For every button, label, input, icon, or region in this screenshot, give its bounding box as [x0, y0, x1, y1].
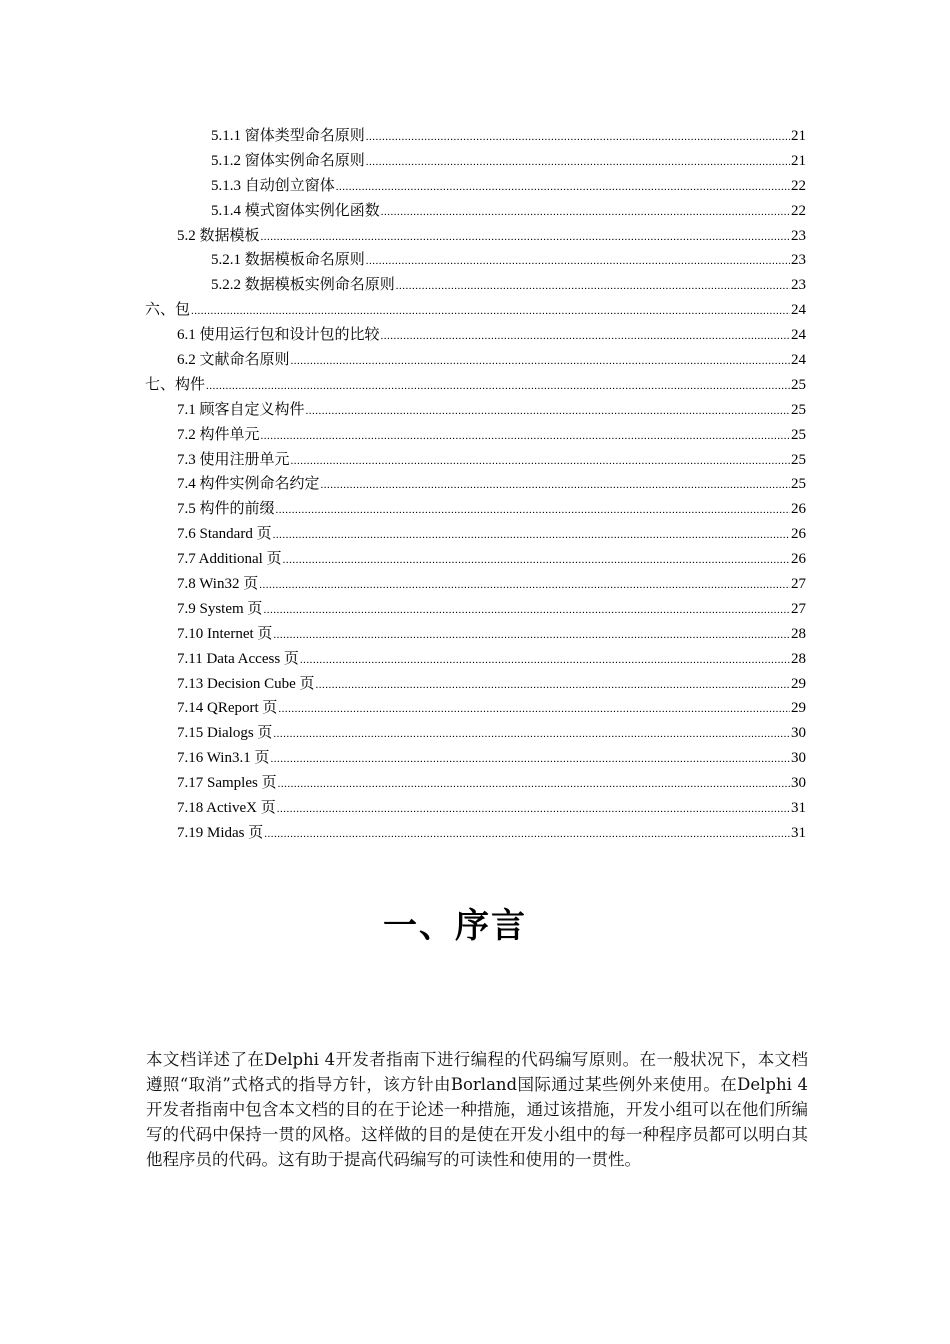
toc-dot-leader: [273, 623, 790, 648]
toc-entry-page-number: 25: [791, 376, 806, 393]
toc-entry-page-number: 25: [791, 476, 806, 493]
toc-entry-page-number: 22: [791, 202, 806, 219]
toc-entry-title: 7.9 System 页: [177, 600, 263, 617]
toc-dot-leader: [273, 523, 790, 548]
toc-entry-page-number: 25: [791, 401, 806, 418]
toc-entry[interactable]: [145, 721, 806, 746]
toc-entry-title: 7.14 QReport 页: [177, 700, 278, 717]
toc-entry-title: 7.18 ActiveX 页: [177, 800, 276, 817]
toc-dot-leader: [270, 747, 790, 772]
toc-dot-leader: [321, 473, 790, 498]
toc-dot-leader: [381, 324, 790, 349]
toc-entry-page-number: 27: [791, 576, 806, 593]
toc-entry-page-number: 30: [791, 725, 806, 742]
toc-entry[interactable]: [145, 348, 806, 373]
toc-dot-leader: [291, 349, 790, 374]
toc-entry[interactable]: [145, 199, 806, 224]
toc-entry[interactable]: [145, 298, 806, 323]
toc-dot-leader: [259, 573, 790, 598]
toc-entry[interactable]: [145, 448, 806, 473]
toc-dot-leader: [381, 200, 790, 225]
toc-entry[interactable]: [145, 672, 806, 697]
toc-entry-page-number: 27: [791, 600, 806, 617]
toc-entry[interactable]: [145, 696, 806, 721]
toc-entry[interactable]: [145, 423, 806, 448]
toc-entry-title: 7.11 Data Access 页: [177, 650, 299, 667]
toc-entry-page-number: 21: [791, 152, 806, 169]
toc-dot-leader: [300, 648, 790, 673]
toc-entry[interactable]: [145, 547, 806, 572]
toc-entry-title: 6.2 文献命名原则: [177, 352, 290, 369]
toc-entry[interactable]: [145, 124, 806, 149]
toc-entry-page-number: 25: [791, 426, 806, 443]
toc-entry[interactable]: [145, 572, 806, 597]
toc-dot-leader: [278, 697, 790, 722]
toc-entry-title: 7.15 Dialogs 页: [177, 725, 273, 742]
toc-entry[interactable]: [145, 597, 806, 622]
toc-dot-leader: [277, 797, 790, 822]
toc-dot-leader: [366, 150, 790, 175]
toc-entry-title: 六、包: [145, 302, 191, 319]
toc-entry-title: 5.1.4 模式窗体实例化函数: [211, 202, 380, 219]
toc-dot-leader: [264, 822, 790, 847]
toc-entry-page-number: 21: [791, 128, 806, 144]
toc-entry-title: 6.1 使用运行包和设计包的比较: [177, 327, 380, 344]
toc-entry-page-number: 23: [791, 227, 806, 244]
toc-entry-title: 5.1.1 窗体类型命名原则: [211, 128, 365, 144]
toc-entry-title: 7.16 Win3.1 页: [177, 750, 270, 767]
toc-entry-page-number: 25: [791, 451, 806, 468]
toc-dot-leader: [273, 722, 790, 747]
toc-dot-leader: [315, 673, 790, 698]
toc-entry[interactable]: [145, 323, 806, 348]
toc-entry[interactable]: [145, 746, 806, 771]
toc-entry-page-number: 31: [791, 800, 806, 817]
toc-dot-leader: [276, 498, 790, 523]
toc-entry-title: 5.1.2 窗体实例命名原则: [211, 152, 365, 169]
toc-entry-page-number: 26: [791, 551, 806, 568]
toc-entry-page-number: 30: [791, 775, 806, 792]
toc-entry-page-number: 29: [791, 675, 806, 692]
toc-dot-leader: [191, 299, 790, 324]
toc-entry[interactable]: [145, 398, 806, 423]
toc-entry-title: 7.10 Internet 页: [177, 625, 273, 642]
toc-entry[interactable]: [145, 472, 806, 497]
toc-entry[interactable]: [145, 174, 806, 199]
toc-dot-leader: [283, 548, 790, 573]
toc-entry-title: 7.2 构件单元: [177, 426, 260, 443]
toc-dot-leader: [396, 274, 790, 299]
toc-dot-leader: [366, 249, 790, 274]
toc-entry-title: 7.19 Midas 页: [177, 824, 264, 841]
toc-entry-title: 7.17 Samples 页: [177, 775, 277, 792]
toc-entry-page-number: 31: [791, 824, 806, 841]
toc-entry-title: 7.13 Decision Cube 页: [177, 675, 315, 692]
toc-entry-page-number: 28: [791, 625, 806, 642]
toc-entry-page-number: 30: [791, 750, 806, 767]
toc-entry-title: 7.4 构件实例命名约定: [177, 476, 320, 493]
intro-paragraph: 本文档详述了在Delphi 4开发者指南下进行编程的代码编写原则。在一般状况下，本文档遵照“取消”式格式的指导方针，该方针由Borland国际通过某些例外来使用。在Delphi 4开发者指南中包含本文档的目的在于论述一种措施，通过该措施，开发小组可以在他们所编写的代码中保持一贯的风格。这样做的目的是使在开发小组中的每一种程序员都可以明白其他程序员的代码。这有助于提高代码编写的可读性和使用的一贯性。: [146, 1050, 808, 1169]
toc-dot-leader: [291, 449, 790, 474]
toc-entry-title: 5.1.3 自动创立窗体: [211, 177, 335, 194]
toc-entry-page-number: 26: [791, 526, 806, 543]
toc-entry-page-number: 22: [791, 177, 806, 194]
toc-entry-page-number: 24: [791, 302, 806, 319]
toc-entry[interactable]: [145, 224, 806, 249]
toc-entry[interactable]: [145, 821, 806, 846]
toc-entry[interactable]: [145, 497, 806, 522]
section-heading: 一、序言: [383, 906, 527, 946]
toc-entry-title: 7.5 构件的前缀: [177, 501, 275, 518]
toc-entry[interactable]: [145, 273, 806, 298]
toc-entry-title: 7.7 Additional 页: [177, 551, 282, 568]
toc-entry[interactable]: [145, 771, 806, 796]
toc-entry-title: 七、构件: [145, 376, 206, 393]
table-of-contents: [145, 124, 806, 846]
toc-entry-page-number: 23: [791, 277, 806, 294]
toc-entry-title: 5.2 数据模板: [177, 227, 260, 244]
toc-entry-page-number: 28: [791, 650, 806, 667]
toc-dot-leader: [261, 424, 790, 449]
toc-dot-leader: [261, 225, 790, 250]
toc-dot-leader: [366, 125, 790, 150]
toc-dot-leader: [306, 399, 790, 424]
toc-entry-page-number: 23: [791, 252, 806, 269]
toc-dot-leader: [336, 175, 790, 200]
toc-dot-leader: [263, 598, 790, 623]
toc-entry-title: 7.6 Standard 页: [177, 526, 272, 543]
toc-entry-page-number: 29: [791, 700, 806, 717]
toc-entry-page-number: 24: [791, 327, 806, 344]
toc-entry-page-number: 26: [791, 501, 806, 518]
toc-dot-leader: [278, 772, 790, 797]
toc-entry-title: 7.1 顾客自定义构件: [177, 401, 305, 418]
toc-entry-title: 5.2.1 数据模板命名原则: [211, 252, 365, 269]
toc-entry[interactable]: [145, 796, 806, 821]
toc-dot-leader: [206, 374, 790, 399]
toc-entry-page-number: 24: [791, 352, 806, 369]
toc-entry[interactable]: [145, 373, 806, 398]
toc-entry[interactable]: [145, 622, 806, 647]
toc-entry[interactable]: [145, 248, 806, 273]
toc-entry[interactable]: [145, 647, 806, 672]
toc-entry[interactable]: [145, 522, 806, 547]
toc-entry[interactable]: [145, 149, 806, 174]
toc-entry-title: 7.8 Win32 页: [177, 576, 259, 593]
toc-entry-title: 5.2.2 数据模板实例命名原则: [211, 277, 395, 294]
toc-entry-title: 7.3 使用注册单元: [177, 451, 290, 468]
